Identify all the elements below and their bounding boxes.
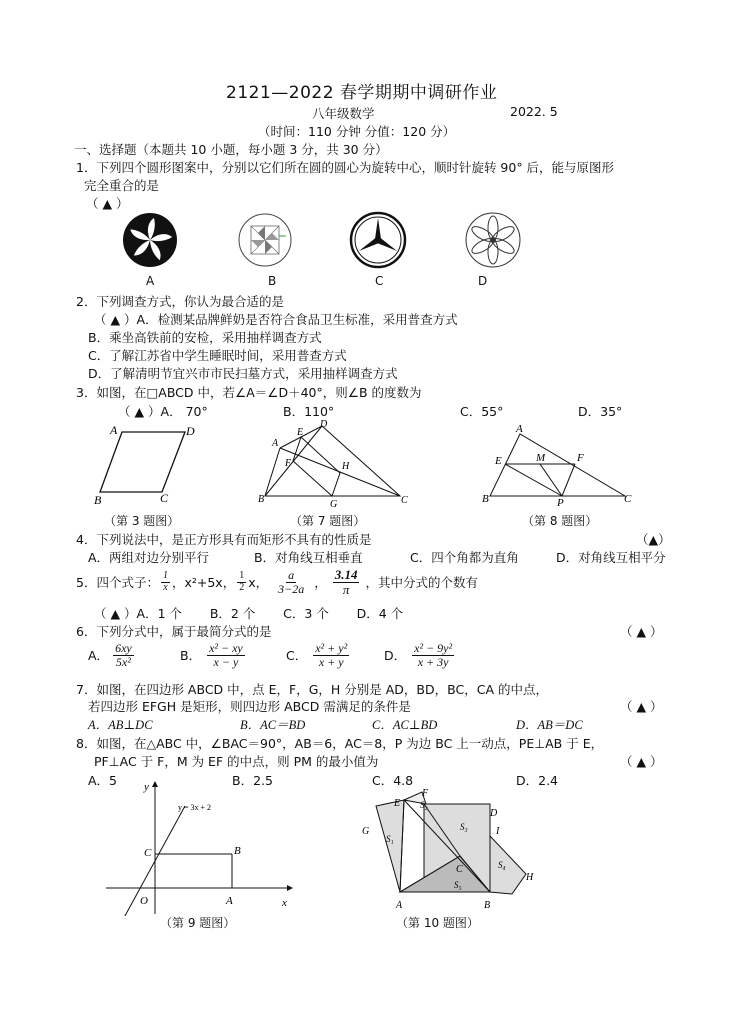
q8-option-c: C．4.8 <box>372 773 414 788</box>
fig10-s3: S₃ <box>460 822 468 832</box>
fig7-label-b: B <box>258 494 265 505</box>
fig10-label-f: F <box>422 788 429 799</box>
fig8-label-b: B <box>482 493 489 505</box>
q8-bracket: （ ▲ ） <box>620 754 663 769</box>
q2-option-c: C．了解江苏省中学生睡眠时间，采用普查方式 <box>88 348 347 363</box>
q7-line2: 若四边形 EFGH 是矩形，则四边形 ABCD 需满足的条件是 <box>88 699 411 714</box>
q2-stem: 2．下列调查方式，你认为最合适的是 <box>76 294 284 309</box>
fig7-label-a: A <box>272 438 279 449</box>
q5-mid1: ，x²+5x， <box>171 575 236 591</box>
fig7-label-e: E <box>297 427 304 438</box>
figure-10 <box>350 786 550 910</box>
fig7-label-d: D <box>320 419 328 430</box>
fig8-caption: （第 8 题图） <box>522 514 598 528</box>
fig3-label-a: A <box>110 423 118 437</box>
fig9-y-axis: y <box>144 781 149 793</box>
q1-label-b: B <box>268 274 277 288</box>
fig3-label-d: D <box>186 424 195 438</box>
fig10-s5: S₅ <box>454 880 462 890</box>
q1-bracket: （ ▲ ） <box>86 196 129 211</box>
time-score: （时间：110 分钟 分值：120 分） <box>258 124 456 139</box>
fig9-label-b: B <box>234 845 241 857</box>
fig8-label-p: P <box>557 497 564 509</box>
figure-3 <box>100 432 185 492</box>
fig3-caption: （第 3 题图） <box>104 514 180 528</box>
q3-option-d: D．35° <box>578 404 623 419</box>
figure-d-icon <box>466 213 520 267</box>
q5-frac-4: $\frac{3.14}{\pi}$ <box>334 567 358 597</box>
q1-line1: 1．下列四个圆形图案中，分别以它们所在圆的圆心为旋转中心，顺时针旋转 90° 后，能与原图形 <box>76 160 615 175</box>
q1-figures <box>120 210 560 290</box>
q4-option-b: B．对角线互相垂直 <box>254 550 363 565</box>
fig10-s2: S₂ <box>420 800 428 810</box>
fig7-label-h: H <box>342 461 350 472</box>
q8-option-a: A．5 <box>88 773 118 788</box>
figure-8 <box>490 434 625 496</box>
q7-option-c: C．AC⊥BD <box>372 718 438 732</box>
q6-option-b: B． $\frac{\text{x² − xy}}{x - y}$ <box>180 641 243 669</box>
figures-3-7-8 <box>90 416 650 512</box>
fig8-label-c: C <box>624 493 632 505</box>
fig7-label-f: F <box>285 458 292 469</box>
q7-option-a: A．AB⊥DC <box>88 718 153 732</box>
fig8-label-a: A <box>516 423 523 435</box>
q1-label-d: D <box>478 274 488 288</box>
q4-option-a: A．两组对边分别平行 <box>88 550 210 565</box>
q5-frac-1: $\frac{1}{x}$ <box>162 570 168 593</box>
q6-stem: 6．下列分式中，属于最简分式的是 <box>76 624 272 639</box>
fig9-line-label: y = 3x + 2 <box>178 803 212 812</box>
fig8-label-e: E <box>495 455 502 467</box>
fig10-s4: S₄ <box>498 860 506 870</box>
fig8-label-m: M <box>536 452 546 464</box>
section-heading: 一、选择题（本题共 10 小题，每小题 3 分，共 30 分） <box>74 142 388 157</box>
fig10-s1: S₁ <box>386 834 394 844</box>
q6-option-d: D． $\frac{\text{x² − 9y²}}{x + 3y}$ <box>384 641 453 669</box>
exam-date: 2022. 5 <box>510 104 558 119</box>
figure-a-icon <box>123 213 177 267</box>
q7-option-b: B．AC＝BD <box>240 718 306 732</box>
figure-c-icon <box>351 213 405 267</box>
fig9-label-a: A <box>226 895 233 907</box>
fig9-label-c: C <box>144 847 152 859</box>
q8-option-b: B．2.5 <box>232 773 273 788</box>
fig3-label-b: B <box>94 493 102 507</box>
figure-9 <box>100 776 300 916</box>
fig10-label-h: H <box>526 872 534 883</box>
q8-line1: 8．如图，在△ABC 中，∠BAC＝90°，AB＝6，AC＝8，P 为边 BC 上一动点，PE⊥AB 于 E， <box>76 736 604 751</box>
q7-bracket: （ ▲ ） <box>620 699 663 714</box>
q8-line2: PF⊥AC 于 F，M 为 EF 的中点，则 PM 的最小值为 <box>94 754 379 769</box>
fig9-origin: O <box>140 895 148 907</box>
q4-option-d: D．对角线互相平分 <box>556 550 666 565</box>
paper-title: 2121—2022 春学期期中调研作业 <box>226 83 498 103</box>
q3-stem: 3．如图，在□ABCD 中，若∠A＝∠D＋40°，则∠B 的度数为 <box>76 385 422 400</box>
q4-bracket: （▲） <box>636 532 671 547</box>
q2-option-a: （ ▲ ）A．检测某品牌鲜奶是否符合食品卫生标准，采用普查方式 <box>94 312 458 327</box>
q3-option-c: C．55° <box>460 404 504 419</box>
q2-option-d: D．了解清明节宜兴市市民扫墓方式，采用抽样调查方式 <box>88 366 398 381</box>
fig10-label-a: A <box>396 900 403 910</box>
q7-option-d: D．AB＝DC <box>516 718 583 732</box>
q2-option-b: B．乘坐高铁前的安检，采用抽样调查方式 <box>88 330 322 345</box>
q8-option-d: D．2.4 <box>516 773 559 788</box>
q7-line1: 7．如图，在四边形 ABCD 中，点 E，F，G，H 分别是 AD，BD，BC，CA 的中点， <box>76 682 548 697</box>
figure-b-icon <box>239 214 291 266</box>
q3-option-b: B．110° <box>283 404 335 419</box>
fig10-label-c: C <box>456 864 463 875</box>
fig10-label-d: D <box>490 808 498 819</box>
q1-label-c: C <box>375 274 384 288</box>
q5-frac-2: $\frac{1}{2}$ <box>239 570 245 593</box>
fig9-caption: （第 9 题图） <box>160 916 236 930</box>
q6-option-a: A． $\frac{6xy}{\text{5x²}}$ <box>88 641 132 669</box>
q5-mid2: x， <box>248 575 269 591</box>
fig8-label-f: F <box>577 452 584 464</box>
q1-label-a: A <box>146 274 155 288</box>
q5-tail: ，其中分式的个数有 <box>365 575 478 591</box>
fig10-label-b: B <box>484 900 491 910</box>
q5-intro: 5．四个式子： <box>76 575 159 591</box>
q5-options: （ ▲ ）A．1 个 B．2 个 C．3 个 D．4 个 <box>94 606 404 621</box>
fig10-label-i: I <box>496 826 500 837</box>
subject-label: 八年级数学 <box>312 106 375 121</box>
fig10-caption: （第 10 题图） <box>396 916 479 930</box>
fig7-caption: （第 7 题图） <box>290 514 366 528</box>
q5-frac-3: $\frac{a}{3-2a}$ <box>278 568 305 596</box>
q6-option-c: C． $\frac{\text{x² + y²}}{x + y}$ <box>286 641 348 669</box>
fig7-label-g: G <box>330 499 338 510</box>
fig10-label-e: E <box>394 798 401 809</box>
q5-stem: 5．四个式子： $\frac{1}{x}$ ，x²+5x， $\frac{1}{2}$ x， $\frac{a}{3-2a}$ ， $\frac{3.14}{\pi}$ ，其中分式的个数有 <box>76 567 478 597</box>
q6-bracket: （ ▲ ） <box>620 624 663 639</box>
fig10-label-g: G <box>362 826 370 837</box>
q1-line2: 完全重合的是 <box>84 178 160 193</box>
fig7-label-c: C <box>401 495 408 506</box>
q4-stem: 4．下列说法中，是正方形具有而矩形不具有的性质是 <box>76 532 372 547</box>
q4-option-c: C．四个角都为直角 <box>410 550 519 565</box>
fig9-x-axis: x <box>282 897 287 909</box>
fig3-label-c: C <box>160 491 169 505</box>
q3-option-a: （ ▲ ）A． 70° <box>118 404 208 419</box>
